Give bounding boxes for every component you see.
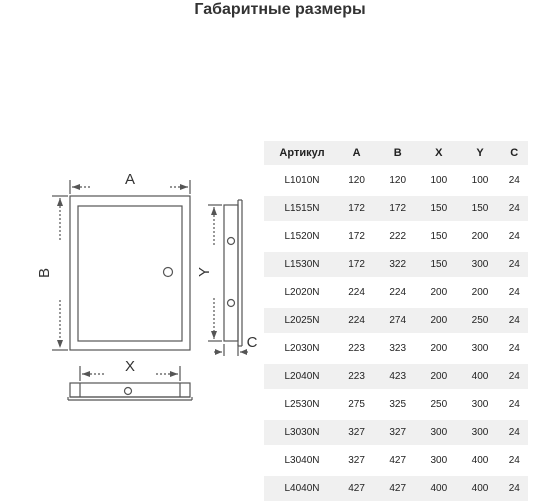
value-cell: 300 xyxy=(459,252,500,277)
value-cell: 24 xyxy=(501,420,528,445)
table-row xyxy=(264,476,528,501)
table-row xyxy=(264,224,528,249)
table-row xyxy=(264,336,528,361)
value-cell: 250 xyxy=(459,308,500,333)
value-cell: 427 xyxy=(377,476,418,501)
value-cell: 327 xyxy=(377,420,418,445)
page-title: Габаритные размеры xyxy=(194,1,366,18)
value-cell: 223 xyxy=(348,343,365,354)
value-cell: 24 xyxy=(508,399,520,410)
value-cell: 24 xyxy=(508,455,520,466)
value-cell: 224 xyxy=(336,308,377,333)
dim-b-arrow-top xyxy=(57,198,63,206)
value-cell: 200 xyxy=(430,287,448,298)
dim-label-x: X xyxy=(124,358,136,375)
value-cell: 24 xyxy=(501,196,528,221)
value-cell: 200 xyxy=(471,231,489,242)
dim-a-arrow-right xyxy=(180,184,188,190)
table-row xyxy=(264,392,528,417)
table-row xyxy=(264,252,528,277)
table-row xyxy=(264,364,528,389)
value-cell: 300 xyxy=(418,420,459,445)
value-cell: 300 xyxy=(471,343,489,354)
article-cell: L2040N xyxy=(264,364,336,389)
value-cell: 400 xyxy=(459,364,500,389)
value-cell: 327 xyxy=(336,420,377,445)
side-view-body xyxy=(224,205,238,341)
value-cell: 120 xyxy=(348,175,365,186)
value-cell: 100 xyxy=(430,175,448,186)
dim-y-arrow-top xyxy=(211,207,217,215)
dim-label-b: B xyxy=(36,267,53,279)
article-cell: L1530N xyxy=(264,252,336,277)
table-row xyxy=(264,308,528,333)
dim-b-arrow-bottom xyxy=(57,340,63,348)
article-cell: L2020N xyxy=(284,287,320,298)
dim-c-arrowhead-left xyxy=(215,349,222,355)
value-cell: 150 xyxy=(430,231,448,242)
table-row xyxy=(264,448,528,473)
value-cell: 250 xyxy=(430,399,448,410)
dim-label-c: C xyxy=(246,334,258,351)
column-header: Y xyxy=(459,141,500,165)
table-row xyxy=(264,196,528,221)
table-body xyxy=(264,168,528,501)
value-cell: 322 xyxy=(377,252,418,277)
article-cell: L2530N xyxy=(284,399,320,410)
article-cell: L2025N xyxy=(264,308,336,333)
value-cell: 172 xyxy=(377,196,418,221)
article-cell: L2030N xyxy=(284,343,320,354)
side-hinge-bottom xyxy=(228,300,235,307)
value-cell: 172 xyxy=(336,196,377,221)
article-cell: L4040N xyxy=(264,476,336,501)
value-cell: 300 xyxy=(430,455,448,466)
value-cell: 24 xyxy=(501,252,528,277)
value-cell: 172 xyxy=(336,252,377,277)
column-header: Артикул xyxy=(264,141,336,165)
column-header: X xyxy=(418,141,459,165)
value-cell: 200 xyxy=(418,364,459,389)
value-cell: 224 xyxy=(389,287,407,298)
value-cell: 323 xyxy=(389,343,407,354)
side-hinge-top xyxy=(228,238,235,245)
value-cell: 100 xyxy=(471,175,489,186)
column-header: C xyxy=(501,141,528,165)
value-cell: 150 xyxy=(418,196,459,221)
value-cell: 120 xyxy=(389,175,407,186)
value-cell: 400 xyxy=(471,455,489,466)
value-cell: 327 xyxy=(348,455,365,466)
value-cell: 274 xyxy=(377,308,418,333)
value-cell: 200 xyxy=(418,308,459,333)
column-header: A xyxy=(336,141,377,165)
table-row xyxy=(264,280,528,305)
article-cell: L3030N xyxy=(264,420,336,445)
dim-x-arrow-right xyxy=(170,371,178,377)
value-cell: 300 xyxy=(471,399,489,410)
value-cell: 427 xyxy=(389,455,407,466)
value-cell: 325 xyxy=(389,399,407,410)
value-cell: 300 xyxy=(459,420,500,445)
bottom-view-body xyxy=(70,383,190,397)
value-cell: 400 xyxy=(459,476,500,501)
article-cell: L1515N xyxy=(264,196,336,221)
value-cell: 24 xyxy=(508,343,520,354)
article-cell: L1520N xyxy=(284,231,320,242)
value-cell: 222 xyxy=(389,231,407,242)
value-cell: 223 xyxy=(336,364,377,389)
dim-label-a: A xyxy=(124,171,136,188)
table-row xyxy=(264,420,528,445)
value-cell: 400 xyxy=(418,476,459,501)
value-cell: 24 xyxy=(508,175,520,186)
value-cell: 24 xyxy=(508,287,520,298)
dim-y-arrow-bottom xyxy=(211,331,217,339)
table-header-row xyxy=(264,141,528,165)
lock-icon xyxy=(164,268,173,277)
article-cell: L3040N xyxy=(284,455,320,466)
value-cell: 24 xyxy=(501,364,528,389)
dim-a-arrow-left xyxy=(72,184,80,190)
value-cell: 24 xyxy=(501,476,528,501)
dim-label-y: Y xyxy=(196,266,213,278)
table-row xyxy=(264,168,528,193)
bottom-lock xyxy=(125,388,132,395)
size-table xyxy=(264,138,528,504)
article-cell: L1010N xyxy=(284,175,320,186)
value-cell: 427 xyxy=(336,476,377,501)
value-cell: 24 xyxy=(501,308,528,333)
value-cell: 150 xyxy=(418,252,459,277)
dim-x-arrow-left xyxy=(82,371,90,377)
value-cell: 423 xyxy=(377,364,418,389)
value-cell: 200 xyxy=(430,343,448,354)
value-cell: 275 xyxy=(348,399,365,410)
hatch-door-panel xyxy=(78,206,182,341)
value-cell: 24 xyxy=(508,231,520,242)
value-cell: 150 xyxy=(459,196,500,221)
value-cell: 172 xyxy=(348,231,365,242)
column-header: B xyxy=(377,141,418,165)
value-cell: 224 xyxy=(348,287,365,298)
value-cell: 200 xyxy=(471,287,489,298)
